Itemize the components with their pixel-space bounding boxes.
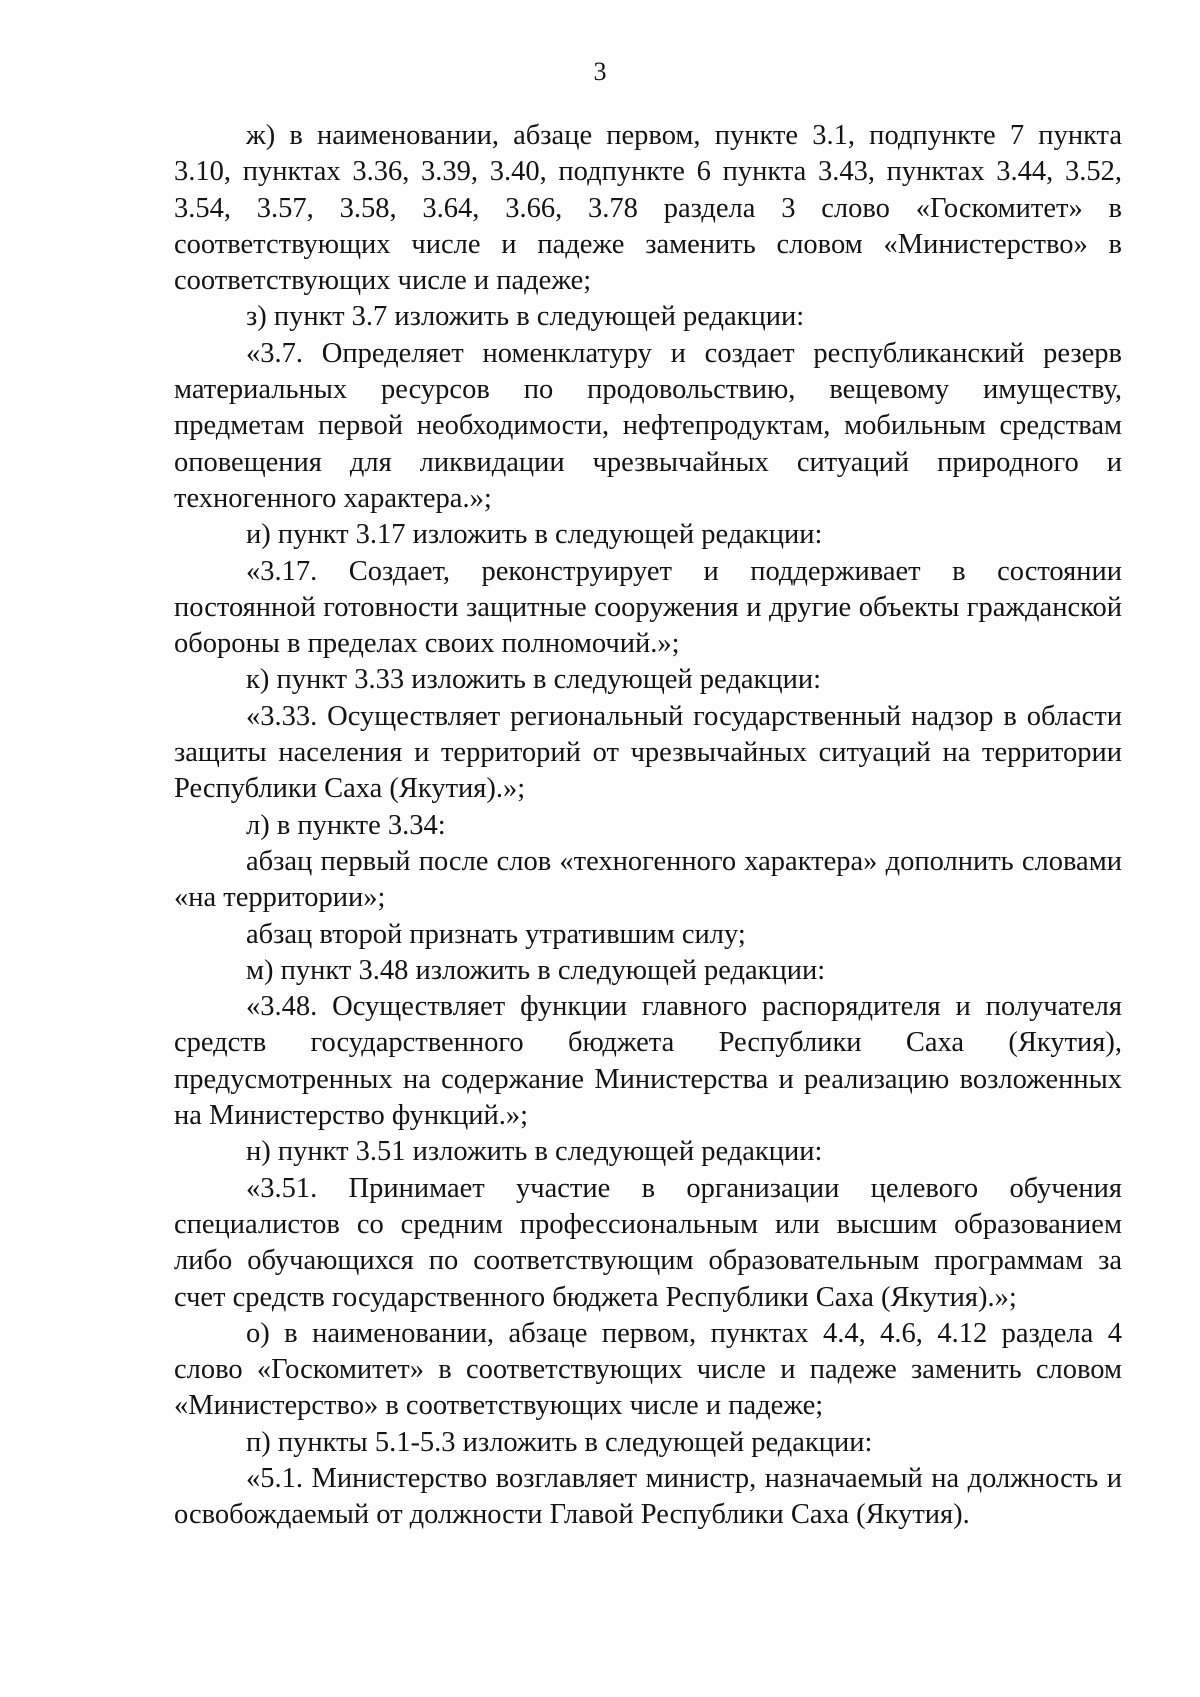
paragraph-zh: ж) в наименовании, абзаце первом, пункте 3.1, подпункте 7 пункта 3.10, пунктах 3.36, 3.39, 3.40, подпункте 6 пункта 3.43, пунктах 3.44, 3.52, 3.54, 3.57, 3.58, 3.64, 3.66, 3.78 раздела 3 слово «Госкомитет» в соответствующих числе и падеже заменить словом «Министерство» в соответствующих числе и падеже; xyxy=(174,120,1122,297)
paragraph-i: и) пункт 3.17 изложить в следующей редакции: xyxy=(246,519,823,551)
paragraph-l-second-abzac: абзац второй признать утратившим силу; xyxy=(246,918,746,950)
quoted-item-3-17: «3.17. Создает, реконструирует и поддерживает в состоянии постоянной готовности защитные сооружения и другие объекты гражданской обороны в пределах своих полномочий.»; xyxy=(174,555,1122,660)
paragraph-z: з) пункт 3.7 изложить в следующей редакции: xyxy=(246,301,805,333)
paragraph-k: к) пункт 3.33 изложить в следующей редакции: xyxy=(246,664,821,696)
paragraph-p: п) пункты 5.1-5.3 изложить в следующей редакции: xyxy=(246,1426,873,1458)
document-body xyxy=(174,118,1122,1534)
paragraph-l: л) в пункте 3.34: xyxy=(246,809,446,841)
page-number: 3 xyxy=(593,57,607,86)
paragraph-n: н) пункт 3.51 изложить в следующей редакции: xyxy=(246,1136,823,1168)
quoted-item-3-7: «3.7. Определяет номенклатуру и создает республиканский резерв материальных ресурсов по продовольствию, вещевому имуществу, предметам первой необходимости, нефтепродуктам, мобильным средствам оповещения для ликвидации чрезвычайных ситуаций природного и техногенного характера.»; xyxy=(174,337,1122,514)
paragraph-o: о) в наименовании, абзаце первом, пунктах 4.4, 4.6, 4.12 раздела 4 слово «Госкомитет» в соответствующих числе и падеже заменить словом «Министерство» в соответствующих числе и падеже; xyxy=(174,1317,1122,1422)
quoted-item-3-51: «3.51. Принимает участие в организации целевого обучения специалистов со средним профессиональным или высшим образованием либо обучающихся по соответствующим образовательным программам за счет средств государственного бюджета Республики Саха (Якутия).»; xyxy=(174,1172,1122,1313)
paragraph-m: м) пункт 3.48 изложить в следующей редакции: xyxy=(246,954,826,986)
quoted-item-3-33: «3.33. Осуществляет региональный государственный надзор в области защиты населения и территорий от чрезвычайных ситуаций на территории Республики Саха (Якутия).»; xyxy=(174,700,1122,805)
paragraph-l-first-abzac: абзац первый после слов «техногенного характера» дополнить словами «на территории»; xyxy=(174,845,1122,914)
quoted-item-5-1: «5.1. Министерство возглавляет министр, назначаемый на должность и освобождаемый от должности Главой Республики Саха (Якутия). xyxy=(174,1462,1122,1531)
quoted-item-3-48: «3.48. Осуществляет функции главного распорядителя и получателя средств государственного бюджета Республики Саха (Якутия), предусмотренных на содержание Министерства и реализацию возложенных на Министерство функций.»; xyxy=(174,991,1122,1132)
